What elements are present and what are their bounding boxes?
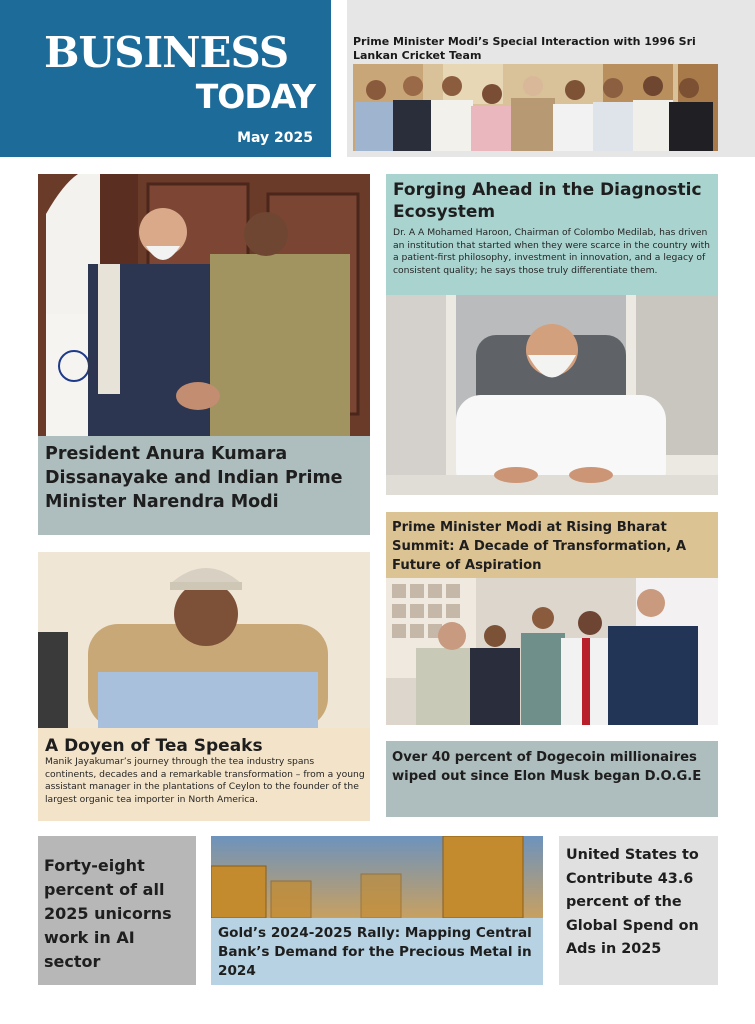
story-diagnostic[interactable]: [386, 174, 718, 295]
story-dogecoin[interactable]: [386, 741, 718, 817]
story-unicorns-headline: Forty-eight percent of all 2025 unicorns work in AI sector: [44, 856, 172, 971]
story-dogecoin-headline: Over 40 percent of Dogecoin millionaires wiped out since Elon Musk began D.O.G.E: [392, 750, 702, 784]
story-president[interactable]: [38, 436, 370, 535]
tea-doyen-photo[interactable]: [38, 552, 370, 728]
issue-date: May 2025: [237, 130, 313, 146]
story-gold-headline: Gold’s 2024-2025 Rally: Mapping Central Bank’s Demand for the Precious Metal in 2024: [218, 925, 532, 979]
story-diagnostic-deck: Dr. A A Mohamed Haroon, Chairman of Colombo Medilab, has driven an institution that started when they were scarce in the country with a patient-first philosophy, investment in innovation, and a legacy of consistent quality; he says those truly differentiate them.: [393, 227, 711, 276]
story-tea[interactable]: [38, 728, 370, 821]
gold-coins-photo[interactable]: [211, 836, 543, 918]
rising-bharat-photo[interactable]: [386, 578, 718, 725]
story-ads-headline: United States to Contribute 43.6 percent of the Global Spend on Ads in 2025: [566, 847, 699, 957]
magazine-title-today: TODAY: [195, 77, 315, 116]
cricket-team-photo: [353, 64, 718, 151]
doctor-photo[interactable]: [386, 295, 718, 495]
story-tea-deck: Manik Jayakumar’s journey through the tea industry spans continents, decades and a remarkable transformation – from a young assistant manager in the plantations of Ceylon to the founder of the largest organic tea importer in North America.: [45, 756, 365, 805]
story-unicorns[interactable]: [38, 836, 196, 985]
magazine-title-business: BUSINESS: [44, 28, 289, 77]
story-rising-bharat[interactable]: [386, 512, 718, 578]
story-tea-headline: A Doyen of Tea Speaks: [45, 736, 263, 756]
story-ads[interactable]: [559, 836, 718, 985]
story-diagnostic-headline: Forging Ahead in the Diagnostic Ecosystem: [393, 180, 702, 222]
president-photo[interactable]: [38, 174, 370, 436]
story-president-headline: President Anura Kumara Dissanayake and Indian Prime Minister Narendra Modi: [45, 444, 343, 512]
masthead[interactable]: [0, 0, 331, 157]
story-rising-bharat-headline: Prime Minister Modi at Rising Bharat Summit: A Decade of Transformation, A Future of Aspiration: [392, 520, 687, 573]
story-gold[interactable]: [211, 918, 543, 985]
story-cricket-headline: Prime Minister Modi’s Special Interaction with 1996 Sri Lankan Cricket Team: [353, 35, 696, 62]
